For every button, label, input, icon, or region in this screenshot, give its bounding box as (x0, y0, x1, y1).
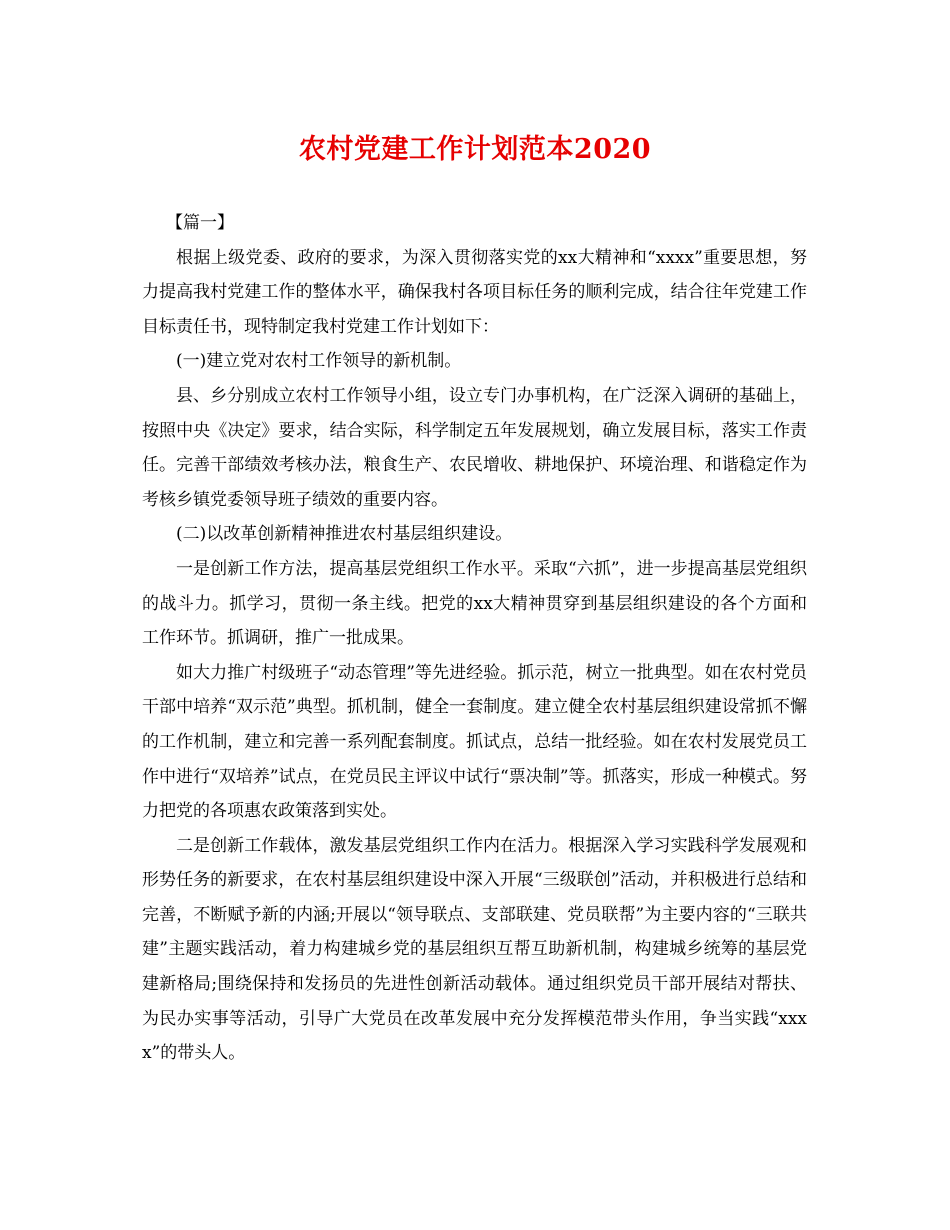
paragraph-heading-2: (二)以改革创新精神推进农村基层组织建设。 (176, 524, 513, 545)
section-label: 【篇一】 (166, 213, 234, 233)
paragraph-intro: 根据上级党委、政府的要求，为深入贯彻落实党的xx大精神和“xxxx”重要思想，努力提高我村党建工作的整体水平，确保我村各项目标任务的顺利完成，结合往年党建工作目标责任书，现特制定我村党建工作计划如下： (142, 247, 807, 337)
paragraph-body-3: 如大力推广村级班子“动态管理”等先进经验。抓示范，树立一批典型。如在农村党员干部中培养“双示范”典型。抓机制，健全一套制度。建立健全农村基层组织建设常抓不懈的工作机制，建立和完善一系列配套制度。抓试点，总结一批经验。如在农村发展党员工作中进行“双培养”试点，在党员民主评议中试行“票决制”等。抓落实，形成一种模式。努力把党的各项惠农政策落到实处。 (142, 662, 807, 822)
paragraph-body-1: 县、乡分别成立农村工作领导小组，设立专门办事机构，在广泛深入调研的基础上，按照中央《决定》要求，结合实际，科学制定五年发展规划，确立发展目标，落实工作责任。完善干部绩效考核办法，粮食生产、农民增收、耕地保护、环境治理、和谐稳定作为考核乡镇党委领导班子绩效的重要内容。 (142, 385, 807, 510)
paragraph-body-4: 二是创新工作载体，激发基层党组织工作内在活力。根据深入学习实践科学发展观和形势任务的新要求，在农村基层组织建设中深入开展“三级联创”活动，并积极进行总结和完善，不断赋予新的内涵;开展以“领导联点、支部联建、党员联帮”为主要内容的“三联共建”主题实践活动，着力构建城乡党的基层组织互帮互助新机制，构建城乡统筹的基层党建新格局;围绕保持和发扬员的先进性创新活动载体。通过组织党员干部开展结对帮扶、为民办实事等活动，引导广大党员在改革发展中充分发挥模范带头作用，争当实践“xxxx”的带头人。 (142, 835, 807, 1064)
paragraph-heading-1: (一)建立党对农村工作领导的新机制。 (176, 351, 462, 372)
document-body (142, 206, 807, 1071)
document-title: 农村党建工作计划范本2020 (298, 134, 652, 165)
paragraph-body-2: 一是创新工作方法，提高基层党组织工作水平。采取“六抓”，进一步提高基层党组织的战斗力。抓学习，贯彻一条主线。把党的xx大精神贯穿到基层组织建设的各个方面和工作环节。抓调研，推广一批成果。 (142, 558, 807, 649)
